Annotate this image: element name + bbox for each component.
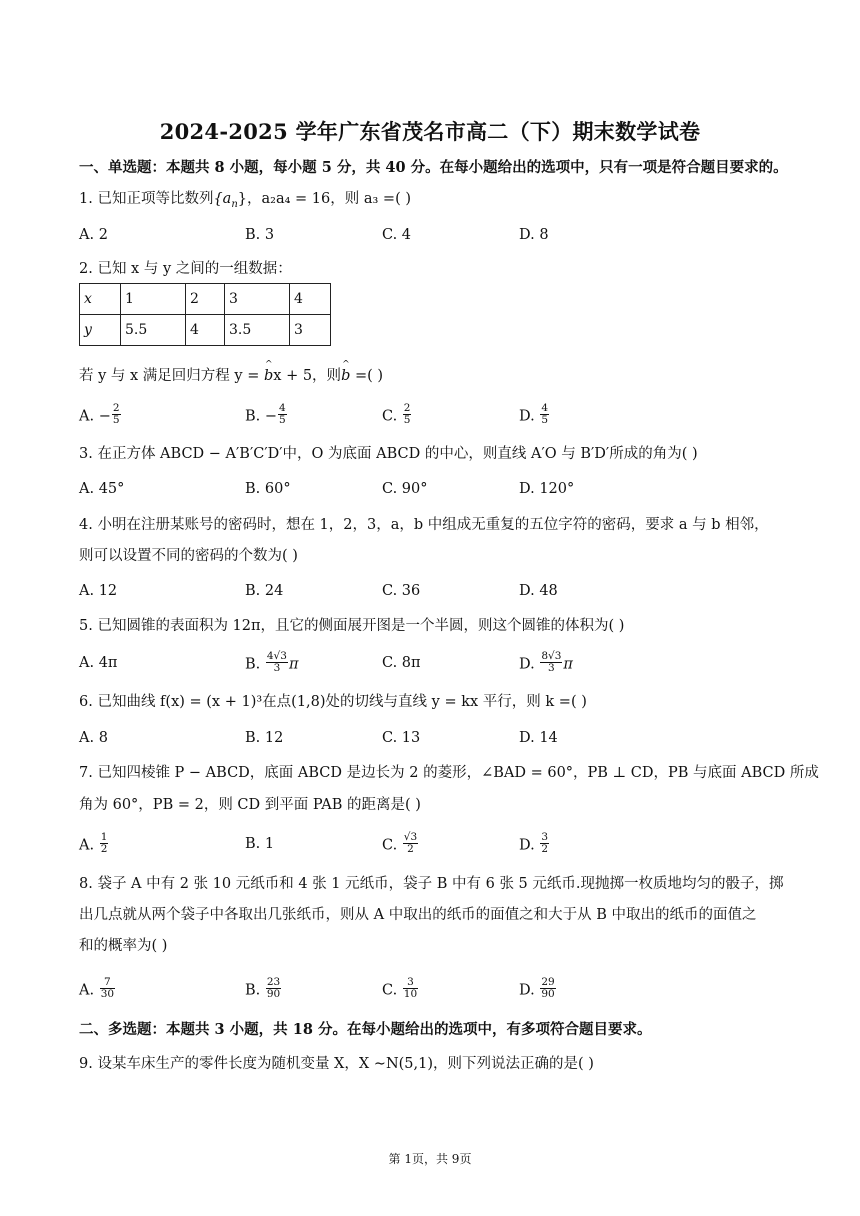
q1-option-c: C. 4 [382, 227, 412, 243]
question-8-stem-line1: 8. 袋子 A 中有 2 张 10 元纸币和 4 张 1 元纸币，袋子 B 中有 6 张 5 元纸币.现抛掷一枚质地均匀的骰子，掷 [79, 876, 784, 892]
question-7-stem-line1: 7. 已知四棱锥 P − ABCD，底面 ABCD 是边长为 2 的菱形，∠BAD = 60°，PB ⊥ CD，PB 与底面 ABCD 所成 [79, 765, 819, 781]
table-cell: 3 [290, 315, 331, 346]
question-8-stem-line2: 出几点就从两个袋子中各取出几张纸币，则从 A 中取出的纸币的面值之和大于从 B 中取出的纸币的面值之 [79, 907, 757, 923]
table-cell: 1 [121, 284, 186, 315]
q5-option-a: A. 4π [79, 655, 118, 671]
q6-option-b: B. 12 [245, 730, 284, 746]
q2-option-a: A. − $\frac{2}{5}$ [79, 402, 120, 426]
section-single-choice-header: 一、单选题：本题共 8 小题，每小题 5 分，共 40 分。在每小题给出的选项中，只有一项是符合题目要求的。 [79, 159, 788, 176]
question-2-options [79, 402, 779, 435]
q4-option-c: C. 36 [382, 583, 421, 599]
question-6-options [79, 728, 779, 758]
question-3-options [79, 479, 779, 509]
q5-option-b: B. $\frac{4√3}{3}$ π [245, 650, 299, 674]
q8-option-d: D. $\frac{29}{90}$ [519, 976, 555, 1000]
table-cell: 3.5 [225, 315, 290, 346]
q5-option-c: C. 8π [382, 655, 421, 671]
question-3-stem: 3. 在正方体 ABCD − A′B′C′D′中，O 为底面 ABCD 的中心，则直线 A′O 与 B′D′所成的角为( ) [79, 446, 698, 462]
question-7-options [79, 831, 779, 864]
q3-option-b: B. 60° [245, 481, 291, 497]
q6-option-a: A. 8 [79, 730, 108, 746]
q7-option-a: A. $\frac{1}{2}$ [79, 831, 108, 855]
q1-seq-sub: n [231, 198, 238, 210]
q2-b-hat: ^ b [264, 366, 273, 386]
q3-option-a: A. 45° [79, 481, 125, 497]
q1-seq: {a [213, 191, 232, 207]
table-cell: 4 [290, 284, 331, 315]
question-1-options [79, 225, 779, 255]
table-cell: x [80, 284, 121, 315]
question-7-stem-line2: 角为 60°，PB = 2，则 CD 到平面 PAB 的距离是( ) [79, 797, 421, 813]
q1-stem-text: 1. 已知正项等比数列 [79, 191, 214, 207]
q8-option-b: B. $\frac{23}{90}$ [245, 976, 281, 1000]
question-5-stem: 5. 已知圆锥的表面积为 12π，且它的侧面展开图是一个半圆，则这个圆锥的体积为( ) [79, 618, 625, 634]
table-cell: 5.5 [121, 315, 186, 346]
q3-option-d: D. 120° [519, 481, 575, 497]
question-1-stem [79, 189, 411, 215]
table-row [80, 315, 331, 346]
q1-condition: a₂a₄ = 16，则 a₃ =( ) [261, 191, 411, 207]
q2-data-table [79, 283, 331, 346]
section-multi-choice-header: 二、多选题：本题共 3 小题，共 18 分。在每小题给出的选项中，有多项符合题目要求。 [79, 1021, 652, 1038]
q3-option-c: C. 90° [382, 481, 428, 497]
question-4-stem-line2: 则可以设置不同的密码的个数为( ) [79, 548, 298, 564]
table-cell: 4 [186, 315, 225, 346]
q7-option-c: C. $\frac{√3}{2}$ [382, 831, 418, 855]
q1-option-a: A. 2 [79, 227, 108, 243]
q6-option-c: C. 13 [382, 730, 421, 746]
question-9-stem: 9. 设某车床生产的零件长度为随机变量 X，X ∼N(5,1)，则下列说法正确的是( ) [79, 1056, 594, 1072]
question-2-stem: 2. 已知 x 与 y 之间的一组数据： [79, 261, 292, 277]
question-4-options [79, 581, 779, 611]
q2-option-b: B. − $\frac{4}{5}$ [245, 402, 286, 426]
question-6-stem: 6. 已知曲线 f(x) = (x + 1)³在点(1,8)处的切线与直线 y = kx 平行，则 k =( ) [79, 694, 587, 710]
q1-seq-end: }， [237, 191, 262, 207]
table-cell: y [80, 315, 121, 346]
q1-option-b: B. 3 [245, 227, 275, 243]
q2-b-hat: ^ b [341, 366, 350, 386]
question-2-followup [79, 366, 383, 386]
q8-option-c: C. $\frac{3}{10}$ [382, 976, 418, 1000]
table-cell: 3 [225, 284, 290, 315]
q2-option-c: C. $\frac{2}{5}$ [382, 402, 411, 426]
question-8-stem-line3: 和的概率为( ) [79, 938, 168, 954]
q4-option-b: B. 24 [245, 583, 284, 599]
q2-follow-text: 若 y 与 x 满足回归方程 y = [79, 368, 264, 384]
q6-option-d: D. 14 [519, 730, 558, 746]
q2-follow-text: x + 5，则 [273, 368, 342, 384]
q7-option-d: D. $\frac{3}{2}$ [519, 831, 549, 855]
q4-option-a: A. 12 [79, 583, 118, 599]
page-title: 2024-2025 学年广东省茂名市高二（下）期末数学试卷 [159, 119, 701, 144]
q2-follow-text: =( ) [350, 368, 384, 384]
table-cell: 2 [186, 284, 225, 315]
q2-option-d: D. $\frac{4}{5}$ [519, 402, 549, 426]
q1-option-d: D. 8 [519, 227, 549, 243]
q4-option-d: D. 48 [519, 583, 558, 599]
question-5-options [79, 650, 779, 683]
q8-option-a: A. $\frac{7}{30}$ [79, 976, 115, 1000]
question-8-options [79, 976, 779, 1009]
q5-option-d: D. $\frac{8√3}{3}$ π [519, 650, 573, 674]
table-row [80, 284, 331, 315]
q7-option-b: B. 1 [245, 836, 275, 852]
question-4-stem-line1: 4. 小明在注册某账号的密码时，想在 1，2，3，a，b 中组成无重复的五位字符的密码，要求 a 与 b 相邻， [79, 517, 769, 533]
page-footer: 第 1页，共 9页 [388, 1152, 472, 1166]
